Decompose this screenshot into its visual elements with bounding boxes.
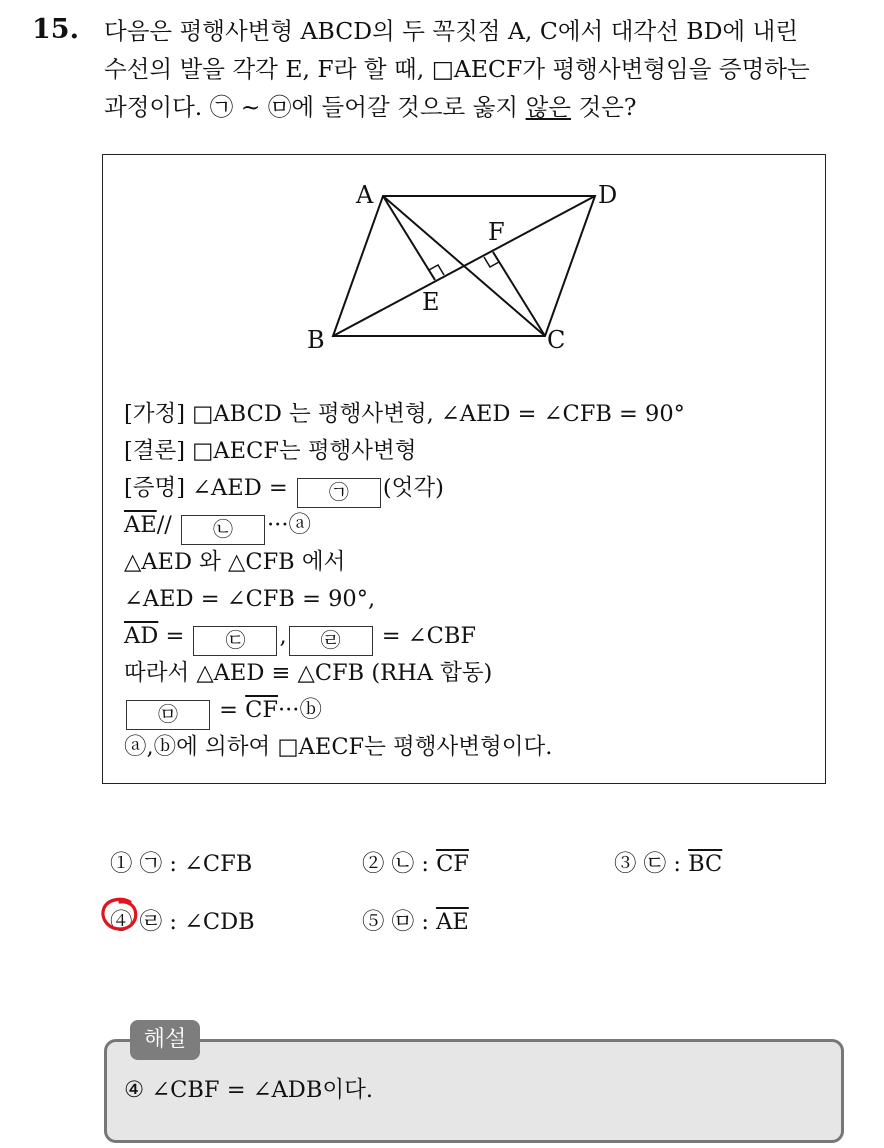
proof-line-1-post: (엇각) (382, 475, 444, 501)
choice-4-answer: ∠CDB (184, 909, 255, 935)
choice-5-number: ⑤ (362, 909, 385, 935)
question-line-3-post: 것은? (570, 93, 637, 121)
choice-5[interactable] (362, 904, 469, 936)
proof-line-5-post: = ∠CBF (374, 623, 476, 649)
choice-1-number: ① (110, 851, 133, 877)
diagonal-ac (383, 196, 545, 336)
label-a: A (356, 181, 374, 209)
choice-1[interactable] (110, 846, 252, 878)
choice-3-number: ③ (614, 851, 637, 877)
proof-line-2 (124, 507, 685, 544)
segment-cf: $\overline{CF}$ (245, 697, 278, 723)
solution-tag: 해설 (130, 1020, 200, 1060)
proof-text (124, 396, 685, 766)
choice-3[interactable] (614, 846, 722, 878)
label-b: B (307, 326, 325, 354)
blank-1: ㉠ (297, 478, 381, 508)
proof-line-8: ⓐ,ⓑ에 의하여 □AECF는 평행사변형이다. (124, 734, 553, 760)
label-f: F (488, 218, 505, 246)
parallelogram-figure (0, 0, 884, 400)
choice-5-separator: : (414, 909, 437, 935)
proof-line-7 (124, 692, 685, 729)
choice-1-answer: ∠CFB (184, 851, 253, 877)
choice-1-symbol: ㉠ (139, 851, 163, 877)
choice-3-answer: $\overline{BC}$ (688, 851, 723, 877)
conclusion-line: [결론] □AECF는 평행사변형 (124, 438, 417, 464)
segment-ae: $\overline{AE}$ (124, 512, 157, 538)
blank-4: ㉣ (289, 626, 373, 656)
proof-line-5 (124, 618, 685, 655)
perpendicular-ae (383, 196, 435, 280)
choice-5-symbol: ㉤ (391, 909, 415, 935)
choice-4-symbol: ㉣ (139, 909, 163, 935)
question-number: 15. (32, 14, 79, 45)
label-c: C (547, 326, 566, 354)
assumption-line: [가정] □ABCD 는 평행사변형, ∠AED = ∠CFB = 90° (124, 401, 685, 427)
perpendicular-cf (493, 252, 545, 336)
proof-line-7-post: ···ⓑ (278, 697, 322, 723)
comma: , (279, 623, 287, 649)
choice-4-number: ④ (110, 909, 133, 935)
parallel-sign: // (156, 512, 172, 538)
choice-2-symbol: ㉡ (391, 851, 415, 877)
label-d: D (598, 181, 618, 209)
segment-ad: $\overline{AD}$ (124, 623, 159, 649)
proof-line-6: 따라서 △AED ≡ △CFB (RHA 합동) (124, 660, 493, 686)
answer-circle-mark (100, 896, 140, 932)
blank-3: ㉢ (193, 626, 277, 656)
choice-1-separator: : (162, 851, 185, 877)
choice-2-answer: $\overline{CF}$ (436, 851, 469, 877)
proof-line-2-post: ···ⓐ (267, 512, 311, 538)
proof-line-3: △AED 와 △CFB 에서 (124, 549, 346, 575)
question-line-1: 다음은 평행사변형 ABCD의 두 꼭짓점 A, C에서 대각선 BD에 내린 (104, 17, 798, 45)
choice-5-answer: $\overline{AE}$ (436, 909, 469, 935)
choice-2-number: ② (362, 851, 385, 877)
choice-3-separator: : (666, 851, 689, 877)
solution-text: ④ ∠CBF = ∠ADB이다. (124, 1077, 373, 1103)
choice-2[interactable] (362, 846, 469, 878)
question-line-2: 수선의 발을 각각 E, F라 할 때, □AECF가 평행사변형임을 증명하는 (104, 55, 810, 83)
blank-5: ㉤ (126, 700, 210, 730)
choice-2-separator: : (414, 851, 437, 877)
proof-line-4: ∠AED = ∠CFB = 90°, (124, 586, 376, 612)
choice-3-symbol: ㉢ (643, 851, 667, 877)
proof-line-1-pre: [증명] ∠AED = (124, 475, 295, 501)
question-line-3-pre: 과정이다. ㉠ ~ ㉤에 들어갈 것으로 옳지 (104, 93, 526, 121)
equals-sign: = (158, 623, 192, 649)
proof-line-1 (124, 470, 685, 507)
equals-sign-2: = (212, 697, 246, 723)
underlined-word: 않은 (525, 93, 571, 121)
blank-2: ㉡ (181, 515, 265, 545)
choice-4-separator: : (162, 909, 185, 935)
label-e: E (422, 288, 440, 316)
